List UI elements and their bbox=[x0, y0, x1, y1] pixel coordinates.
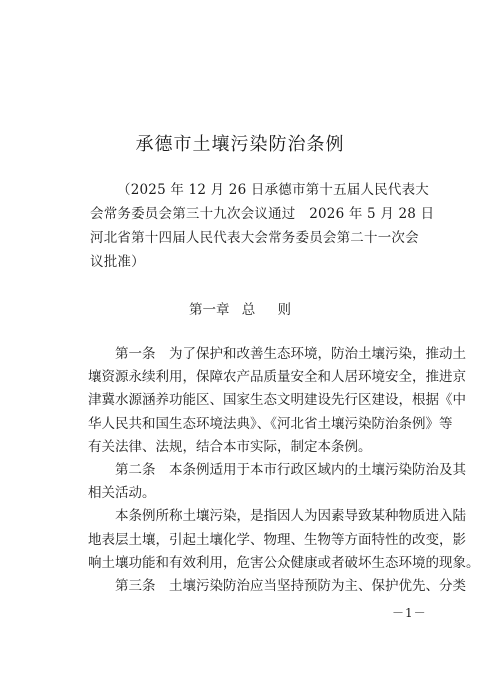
chapter-name-part: 总 bbox=[241, 302, 256, 318]
body-line: 第三条 土壤污染防治应当坚持预防为主、保护优先、分类 bbox=[88, 578, 466, 595]
preamble-line: 河北省第十四届人民代表大会常务委员会第二十一次会 bbox=[90, 230, 419, 246]
body-line: 响土壤功能和有效利用，危害公众健康或者破坏生态环境的现象。 bbox=[88, 554, 480, 571]
page-number: －1－ bbox=[392, 606, 427, 620]
chapter-name-part: 则 bbox=[277, 302, 292, 318]
body-line: 地表层土壤，引起土壤化学、物理、生物等方面特性的改变，影 bbox=[88, 531, 466, 548]
body-line: 华人民共和国生态环境法典》、《河北省土壤污染防治条例》等 bbox=[88, 415, 453, 432]
body-line: 壤资源永续利用，保障农产品质量安全和人居环境安全，推进京 bbox=[88, 369, 466, 386]
chapter-number: 第一章 bbox=[188, 302, 230, 318]
body-line: 本条例所称土壤污染，是指因人为因素导致某种物质进入陆 bbox=[88, 508, 466, 525]
body-line: 第二条 本条例适用于本市行政区域内的土壤污染防治及其 bbox=[88, 462, 466, 479]
document-title: 承德市土壤污染防治条例 bbox=[135, 134, 345, 155]
body-line: 津冀水源涵养功能区、国家生态文明建设先行区建设，根据《中 bbox=[88, 392, 466, 409]
preamble-line: （2025 年 12 月 26 日承德市第十五届人民代表大 bbox=[117, 182, 429, 198]
preamble-line: 议批准） bbox=[90, 254, 145, 270]
chapter-heading bbox=[0, 298, 480, 318]
preamble-line: 会常务委员会第三十九次会议通过 2026 年 5 月 28 日 bbox=[90, 206, 435, 222]
body-text bbox=[88, 343, 480, 598]
preamble bbox=[90, 178, 435, 274]
body-line: 有关法律、法规，结合本市实际，制定本条例。 bbox=[88, 438, 372, 455]
body-line: 相关活动。 bbox=[88, 485, 156, 502]
body-line: 第一条 为了保护和改善生态环境，防治土壤污染，推动土 bbox=[88, 346, 466, 362]
